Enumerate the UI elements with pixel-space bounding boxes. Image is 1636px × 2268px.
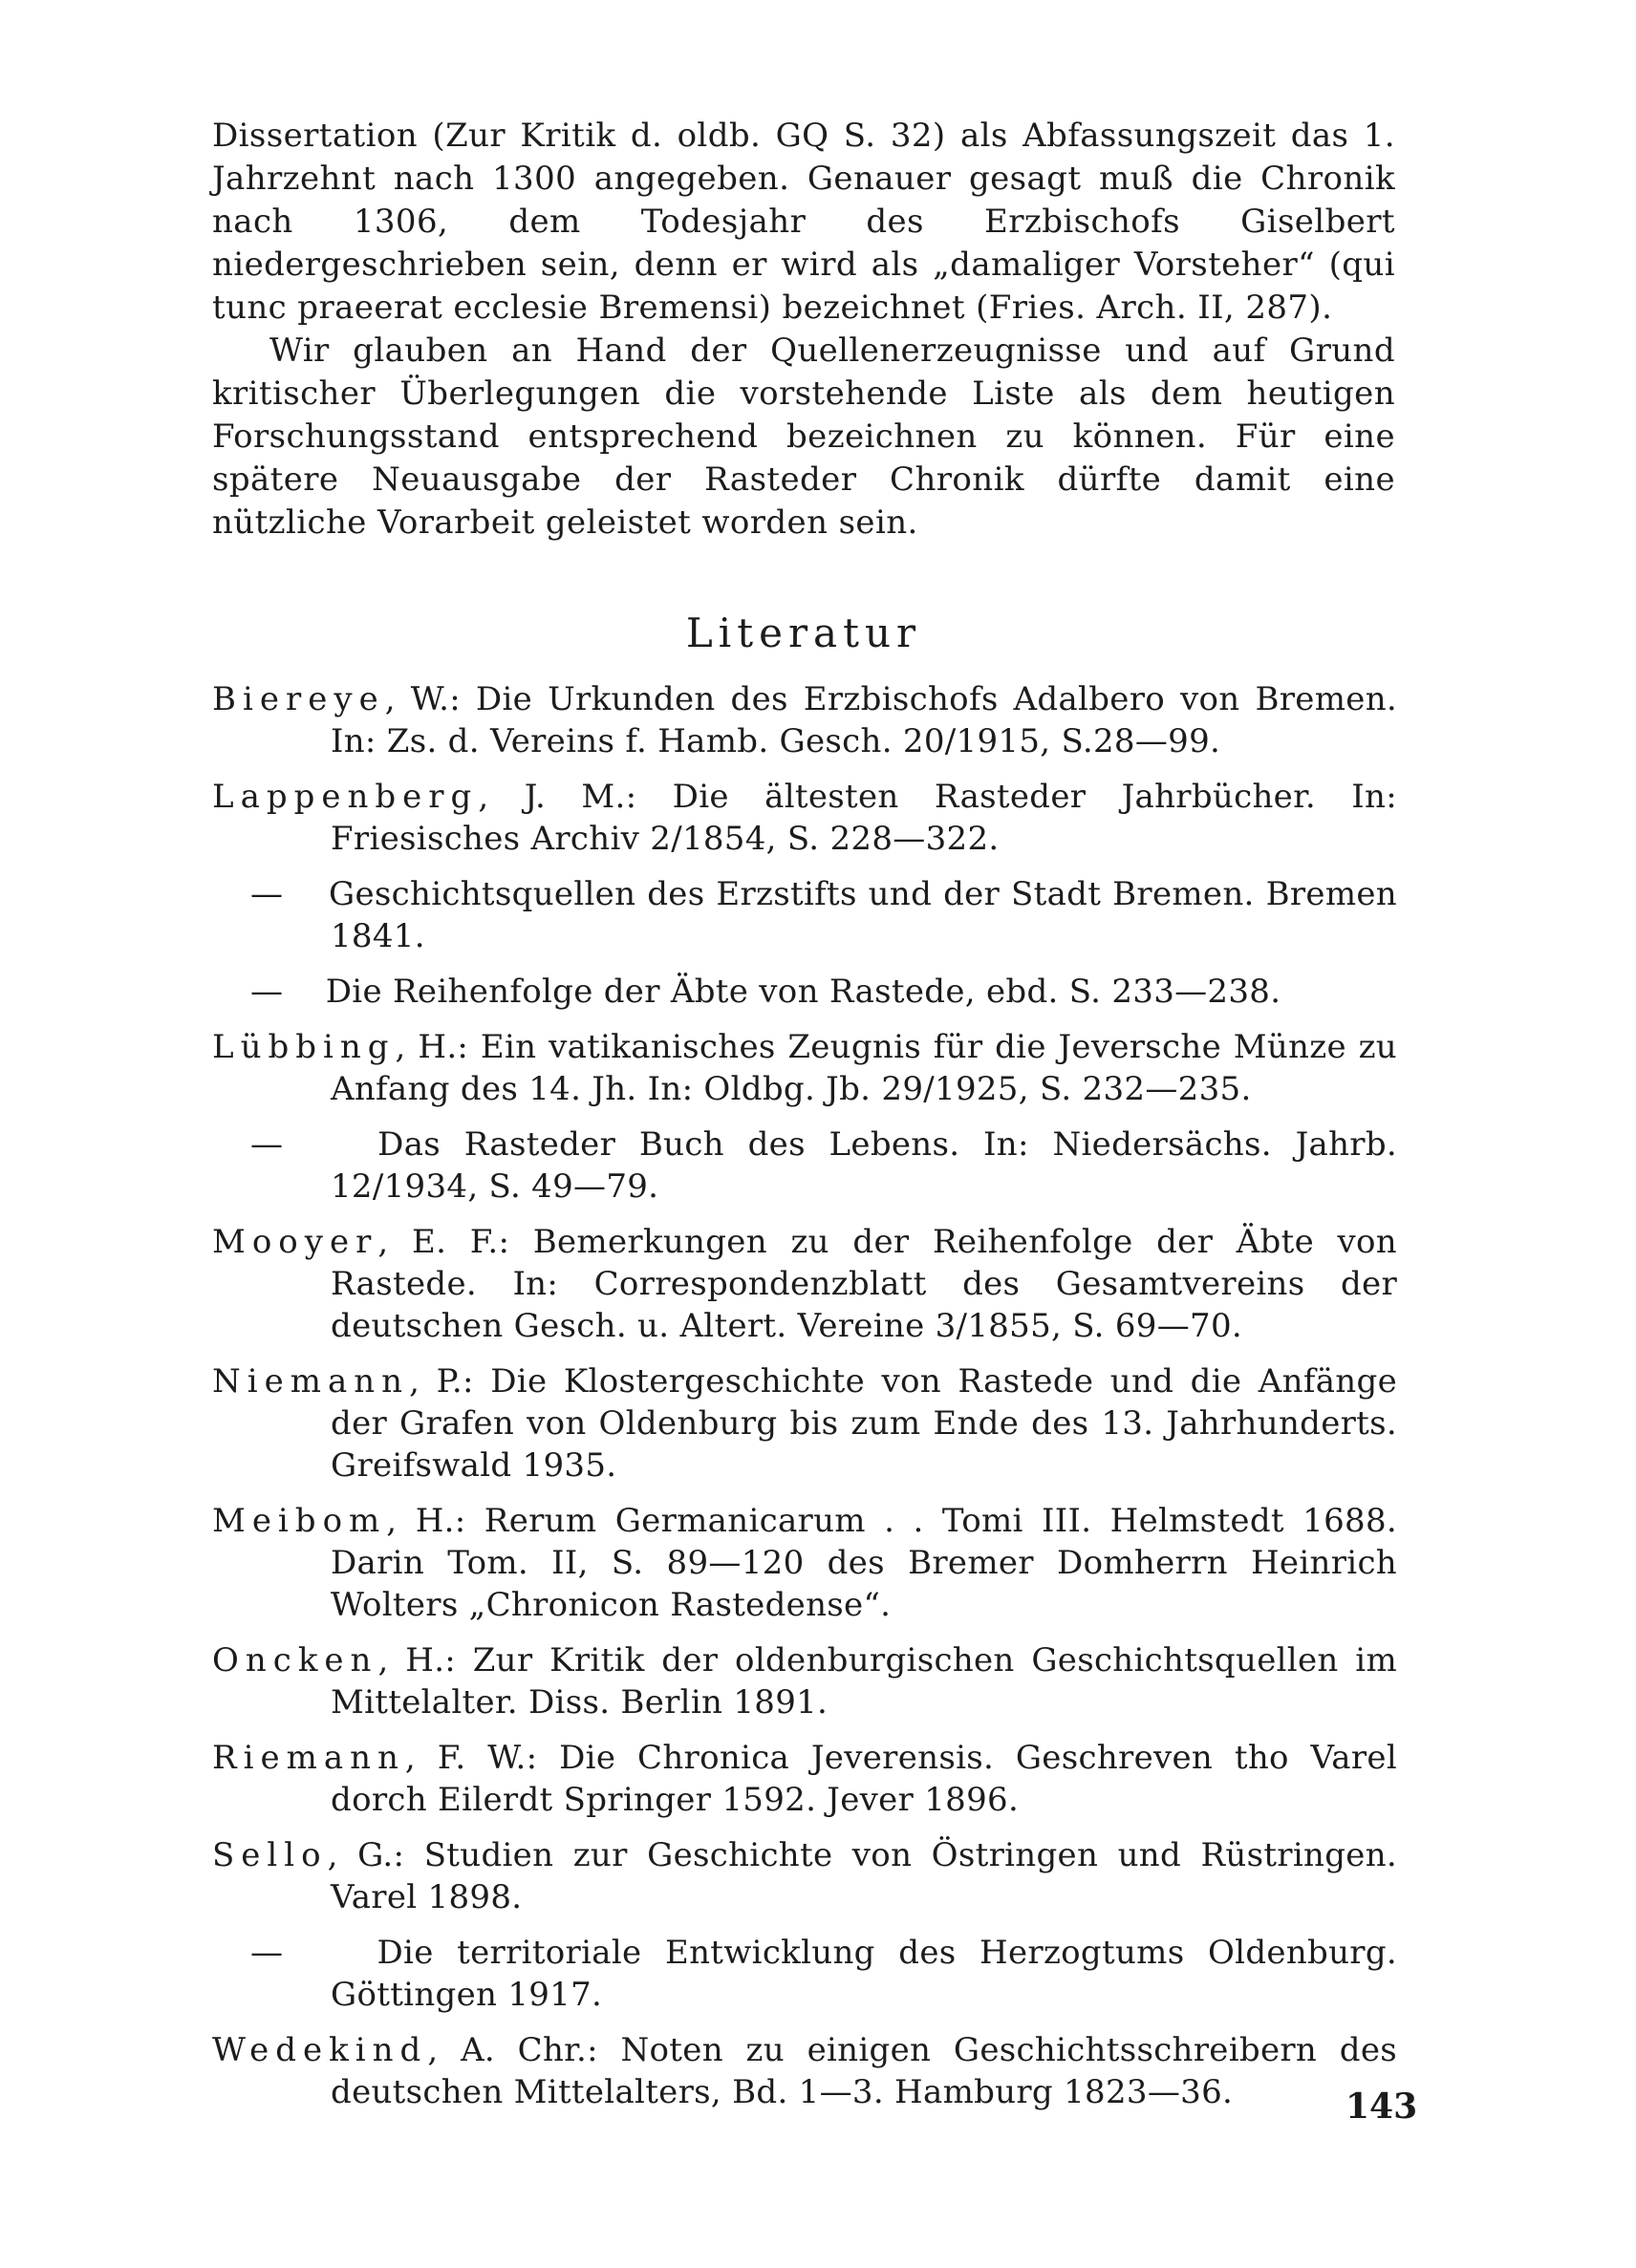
entry-text: , H.: Rerum Germanicarum . . Tomi III. Helmstedt 1688. Darin Tom. II, S. 89—120 des Bremer Domherrn Heinrich Wolters „Chronicon Rastedense“. [331, 1502, 1397, 1624]
entry-author: Lappenberg [212, 778, 479, 816]
entry-text: , W.: Die Urkunden des Erzbischofs Adalbero von Bremen. In: Zs. d. Vereins f. Hamb. Gesch. 20/1915, S.28—99. [331, 680, 1397, 760]
entry-author: Riemann [212, 1739, 405, 1777]
entry-text: Geschichtsquellen des Erzstifts und der Stadt Bremen. Bremen 1841. [329, 875, 1397, 955]
paragraph-1: Dissertation (Zur Kritik d. oldb. GQ S. 32) als Abfassungszeit das 1. Jahrzehnt nach 1300 angegeben. Genauer gesagt muß die Chronik nach 1306, dem Todesjahr des Erzbischofs Giselbert niedergeschrieben sein, denn er wird als „damaliger Vorsteher“ (qui tunc praeerat ecclesie Bremensi) bezeichnet (Fries. Arch. II, 287). [212, 117, 1395, 327]
bibliography-entry [212, 971, 1397, 1013]
bibliography-entry [212, 873, 1397, 957]
entry-text: , H.: Zur Kritik der oldenburgischen Geschichtsquellen im Mittelalter. Diss. Berlin 1891. [331, 1641, 1397, 1722]
entry-text: , F. W.: Die Chronica Jeverensis. Geschreven tho Varel dorch Eilerdt Springer 1592. Jever 1896. [331, 1739, 1397, 1819]
entry-text: , G.: Studien zur Geschichte von Östringen und Rüstringen. Varel 1898. [327, 1836, 1397, 1916]
entry-dash: — [250, 1934, 284, 1972]
bibliography-entry [212, 2029, 1397, 2113]
entry-dash: — [250, 973, 284, 1011]
entry-author: Niemann [212, 1362, 410, 1401]
bibliography-entry [212, 1639, 1397, 1723]
bibliography-entry [212, 1221, 1397, 1347]
entry-text: Die territoriale Entwicklung des Herzogtums Oldenburg. Göttingen 1917. [331, 1934, 1398, 2014]
bibliography-entry [212, 1932, 1397, 2016]
bibliography-entry [212, 776, 1397, 860]
bibliography-entry [212, 1360, 1397, 1487]
entry-dash: — [250, 1125, 284, 1164]
entry-text: Die Reihenfolge der Äbte von Rastede, ebd. S. 233—238. [325, 973, 1281, 1011]
bibliography-entry [212, 1026, 1397, 1110]
entry-text: , E. F.: Bemerkungen zu der Reihenfolge der Äbte von Rastede. In: Correspondenzblatt des Gesamtvereins der deutschen Gesch. u. Altert. Vereine 3/1855, S. 69—70. [331, 1223, 1397, 1345]
entry-author: Meibom [212, 1502, 387, 1540]
entry-text: Das Rasteder Buch des Lebens. In: Niedersächs. Jahrb. 12/1934, S. 49—79. [331, 1125, 1397, 1206]
bibliography-entry [212, 678, 1397, 762]
page-number: 143 [1345, 2086, 1418, 2127]
entry-text: , H.: Ein vatikanisches Zeugnis für die Jeversche Münze zu Anfang des 14. Jh. In: Oldbg. Jb. 29/1925, S. 232—235. [331, 1028, 1397, 1108]
entry-text: , A. Chr.: Noten zu einigen Geschichtsschreibern des deutschen Mittelalters, Bd. 1—3. Hamburg 1823—36. [331, 2031, 1397, 2111]
entry-author: Sello [212, 1836, 328, 1874]
entry-dash: — [250, 875, 284, 913]
entry-text: , P.: Die Klostergeschichte von Rastede und die Anfänge der Grafen von Oldenburg bis zum Ende des 13. Jahrhunderts. Greifswald 1935. [331, 1362, 1397, 1485]
bibliography-list [212, 678, 1397, 2127]
entry-author: Oncken [212, 1641, 378, 1680]
bibliography-entry [212, 1834, 1397, 1918]
paragraph-2: Wir glauben an Hand der Quellenerzeugnisse und auf Grund kritischer Überlegungen die vorstehende Liste als dem heutigen Forschungsstand entsprechend bezeichnen zu können. Für eine spätere Neuausgabe der Rasteder Chronik dürfte damit eine nützliche Vorarbeit geleistet worden sein. [212, 332, 1395, 542]
bibliography-entry [212, 1123, 1397, 1208]
entry-author: Mooyer [212, 1223, 378, 1261]
section-heading: Literatur [685, 610, 922, 656]
bibliography-entry [212, 1737, 1397, 1821]
entry-text: , J. M.: Die ältesten Rasteder Jahrbücher. In: Friesisches Archiv 2/1854, S. 228—322. [331, 778, 1397, 858]
entry-author: Biereye [212, 680, 385, 718]
entry-author: Wedekind [212, 2031, 428, 2069]
entry-author: Lübbing [212, 1028, 396, 1066]
bibliography-entry [212, 1500, 1397, 1626]
